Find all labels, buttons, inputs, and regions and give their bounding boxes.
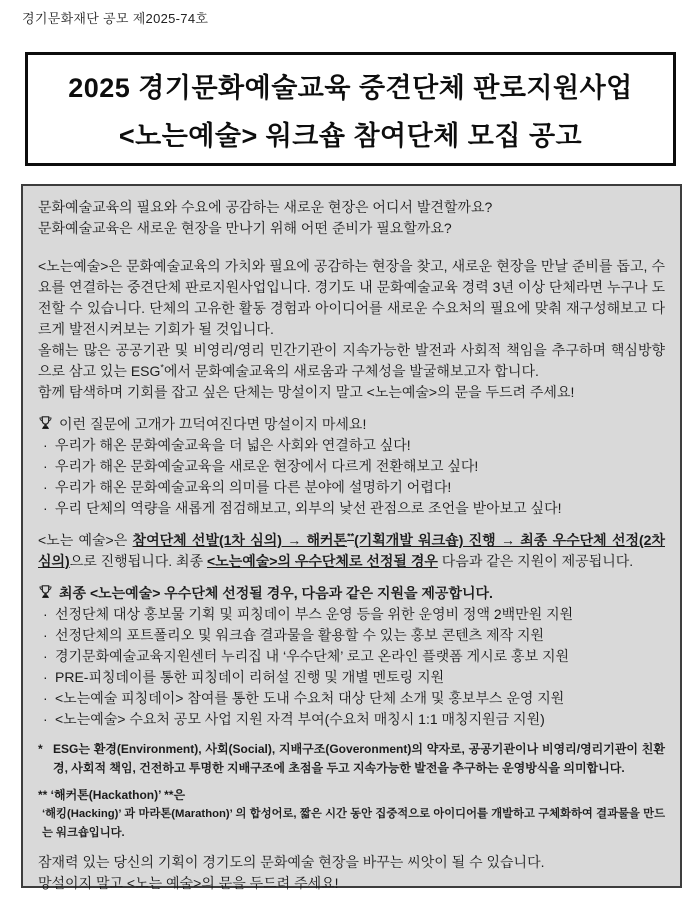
closing-line-1: 잠재력 있는 당신의 기획이 경기도의 문화예술 현장을 바꾸는 씨앗이 될 수 있습니다. (38, 854, 545, 870)
doc-number: 경기문화재단 공모 제2025-74호 (22, 11, 209, 26)
bullet-dot: · (43, 690, 48, 706)
footnote-hackathon-definition: ‘해킹(Hacking)’ 과 마라톤(Marathon)’ 의 합성어로, 짧은 시간 동안 집중적으로 아이디어를 개발하고 구체화하여 결과물을 만드는 워크숍입니다. (42, 808, 665, 839)
bullet-dot: · (43, 437, 48, 453)
esg-footnote-marker: * (160, 362, 164, 373)
support-item-text: <노는예술> 수요처 공모 사업 지원 자격 부여(수요처 매칭시 1:1 매칭지원금 지원) (55, 711, 545, 727)
checklist-item (38, 477, 665, 498)
support-item (38, 646, 665, 667)
closing-section (38, 852, 665, 894)
esg-paragraph-pre: 올해는 많은 공공기관 및 비영리/영리 민간기관이 지속가능한 발전과 사회적 책임을 추구하며 핵심방향으로 삼고 있는 ESG (38, 342, 665, 379)
process-paragraph (38, 530, 665, 572)
process-seg-5: 으로 진행됩니다. 최종 (69, 553, 207, 569)
esg-paragraph-post: 에서 문화예술교육의 새로움과 구체성을 발굴해보고자 합니다. (163, 363, 539, 379)
process-seg-7: 다음과 같은 지원이 제공됩니다. (437, 553, 634, 569)
support-item (38, 625, 665, 646)
checklist-item (38, 498, 665, 519)
process-step-selection: 참여단체 선발(1차 심의) → 해커톤 (132, 532, 348, 548)
bullet-dot: · (43, 500, 48, 516)
esg-paragraph (38, 340, 665, 382)
bullet-dot: · (43, 669, 48, 685)
bullet-dot: · (43, 711, 48, 727)
footnote-hackathon-term: ** ‘해커톤(Hackathon)’ **은 (38, 788, 186, 802)
support-heading: 최종 <노는예술> 우수단체 선정될 경우, 다음과 같은 지원을 제공합니다. (59, 585, 493, 601)
bullet-dot: · (43, 606, 48, 622)
intro-question-2: 문화예술교육은 새로운 현장을 만나기 위해 어떤 준비가 필요할까요? (38, 220, 452, 236)
support-item (38, 667, 665, 688)
intro-questions (38, 197, 665, 239)
program-description-paragraph: <노는예술>은 문화예술교육의 가치와 필요에 공감하는 현장을 찾고, 새로운 현장을 만날 준비를 돕고, 수요를 연결하는 중견단체 판로지원사업입니다. 경기도 내 문화예술교육 경력 3년 이상 단체라면 누구나 도전할 수 있습니다. 단체의 고유한 활동 경험과 아이디어를 새로운 수요처의 필요에 맞춰 재구성해보고 다르게 발전시켜보는 기회가 될 것입니다. (38, 258, 665, 337)
page-title-line-1: 2025 경기문화예술교육 중견단체 판로지원사업 (68, 72, 633, 103)
checklist-item (38, 435, 665, 456)
announcement-body (21, 184, 682, 891)
closing-line-2: 망설이지 말고 <노는 예술>의 문을 두드려 주세요! (38, 875, 339, 891)
checklist-item (38, 456, 665, 477)
support-item-text: 경기문화예술교육지원센터 누리집 내 ‘우수단체’ 로고 온라인 플랫폼 게시로 홍보 지원 (55, 648, 570, 664)
footnote-esg-text: ESG는 환경(Environment), 사회(Social), 지배구조(Goveronment)의 약자로, 공공기관이나 비영리/영리기관이 친환경, 사회적 책임, 건전하고 투명한 지배구조에 초점을 두고 지속가능한 발전을 추구하는 운영방식을 의미합니다. (53, 742, 665, 775)
checklist-item-text: 우리 단체의 역량을 새롭게 점검해보고, 외부의 낯선 관점으로 조언을 받아보고 싶다! (55, 500, 562, 516)
bullet-dot: · (43, 458, 48, 474)
checklist-item-text: 우리가 해온 문화예술교육을 더 넓은 사회와 연결하고 싶다! (55, 437, 411, 453)
checklist-item-text: 우리가 해온 문화예술교육을 새로운 현장에서 다르게 전환해보고 싶다! (55, 458, 479, 474)
footnote-hackathon (38, 786, 665, 843)
bullet-dot: · (43, 627, 48, 643)
support-item (38, 688, 665, 709)
support-item (38, 604, 665, 625)
program-description (38, 256, 665, 403)
process-seg-1: <노는 예술>은 (38, 532, 133, 548)
hackathon-footnote-marker: ** (347, 531, 355, 542)
support-item-text: 선정단체 대상 홍보물 기획 및 피칭데이 부스 운영 등을 위한 운영비 정액 2백만원 지원 (55, 606, 574, 622)
process-section (38, 530, 665, 572)
trophy-icon (38, 415, 53, 431)
footnote-esg (38, 740, 665, 778)
support-item-text: <노는예술 피칭데이> 참여를 통한 도내 수요처 대상 단체 소개 및 홍보부스 운영 지원 (55, 690, 565, 706)
invitation-line: 함께 탐색하며 기회를 잡고 싶은 단체는 망설이지 말고 <노는예술>의 문을 두드려 주세요! (38, 384, 575, 400)
checklist-heading-row (38, 414, 665, 435)
process-step-final: <노는예술>의 우수단체로 선정될 경우 (207, 553, 438, 569)
intro-question-1: 문화예술교육의 필요와 수요에 공감하는 새로운 현장은 어디서 발견할까요? (38, 199, 493, 215)
support-section (38, 583, 665, 730)
checklist-item-text: 우리가 해온 문화예술교육의 의미를 다른 분야에 설명하기 어렵다! (55, 479, 452, 495)
footnote-esg-marker: * (38, 742, 43, 756)
bullet-dot: · (43, 479, 48, 495)
bullet-dot: · (43, 648, 48, 664)
support-item (38, 709, 665, 730)
process-step-workshop: (기획개발 워크숍) 진행 → 최종 우수단체 선정(2차 심의) (38, 532, 665, 569)
page-title-line-2: <노는예술> 워크숍 참여단체 모집 공고 (118, 120, 583, 151)
trophy-icon (38, 584, 53, 600)
title-box (25, 52, 676, 166)
support-item-text: 선정단체의 포트폴리오 및 워크숍 결과물을 활용할 수 있는 홍보 콘텐츠 제작 지원 (55, 627, 545, 643)
checklist-heading: 이런 질문에 고개가 끄덕여진다면 망설이지 마세요! (59, 416, 367, 432)
checklist-section (38, 414, 665, 519)
support-heading-row (38, 583, 665, 604)
support-item-text: PRE-피칭데이를 통한 피칭데이 리허설 진행 및 개별 멘토링 지원 (55, 669, 445, 685)
